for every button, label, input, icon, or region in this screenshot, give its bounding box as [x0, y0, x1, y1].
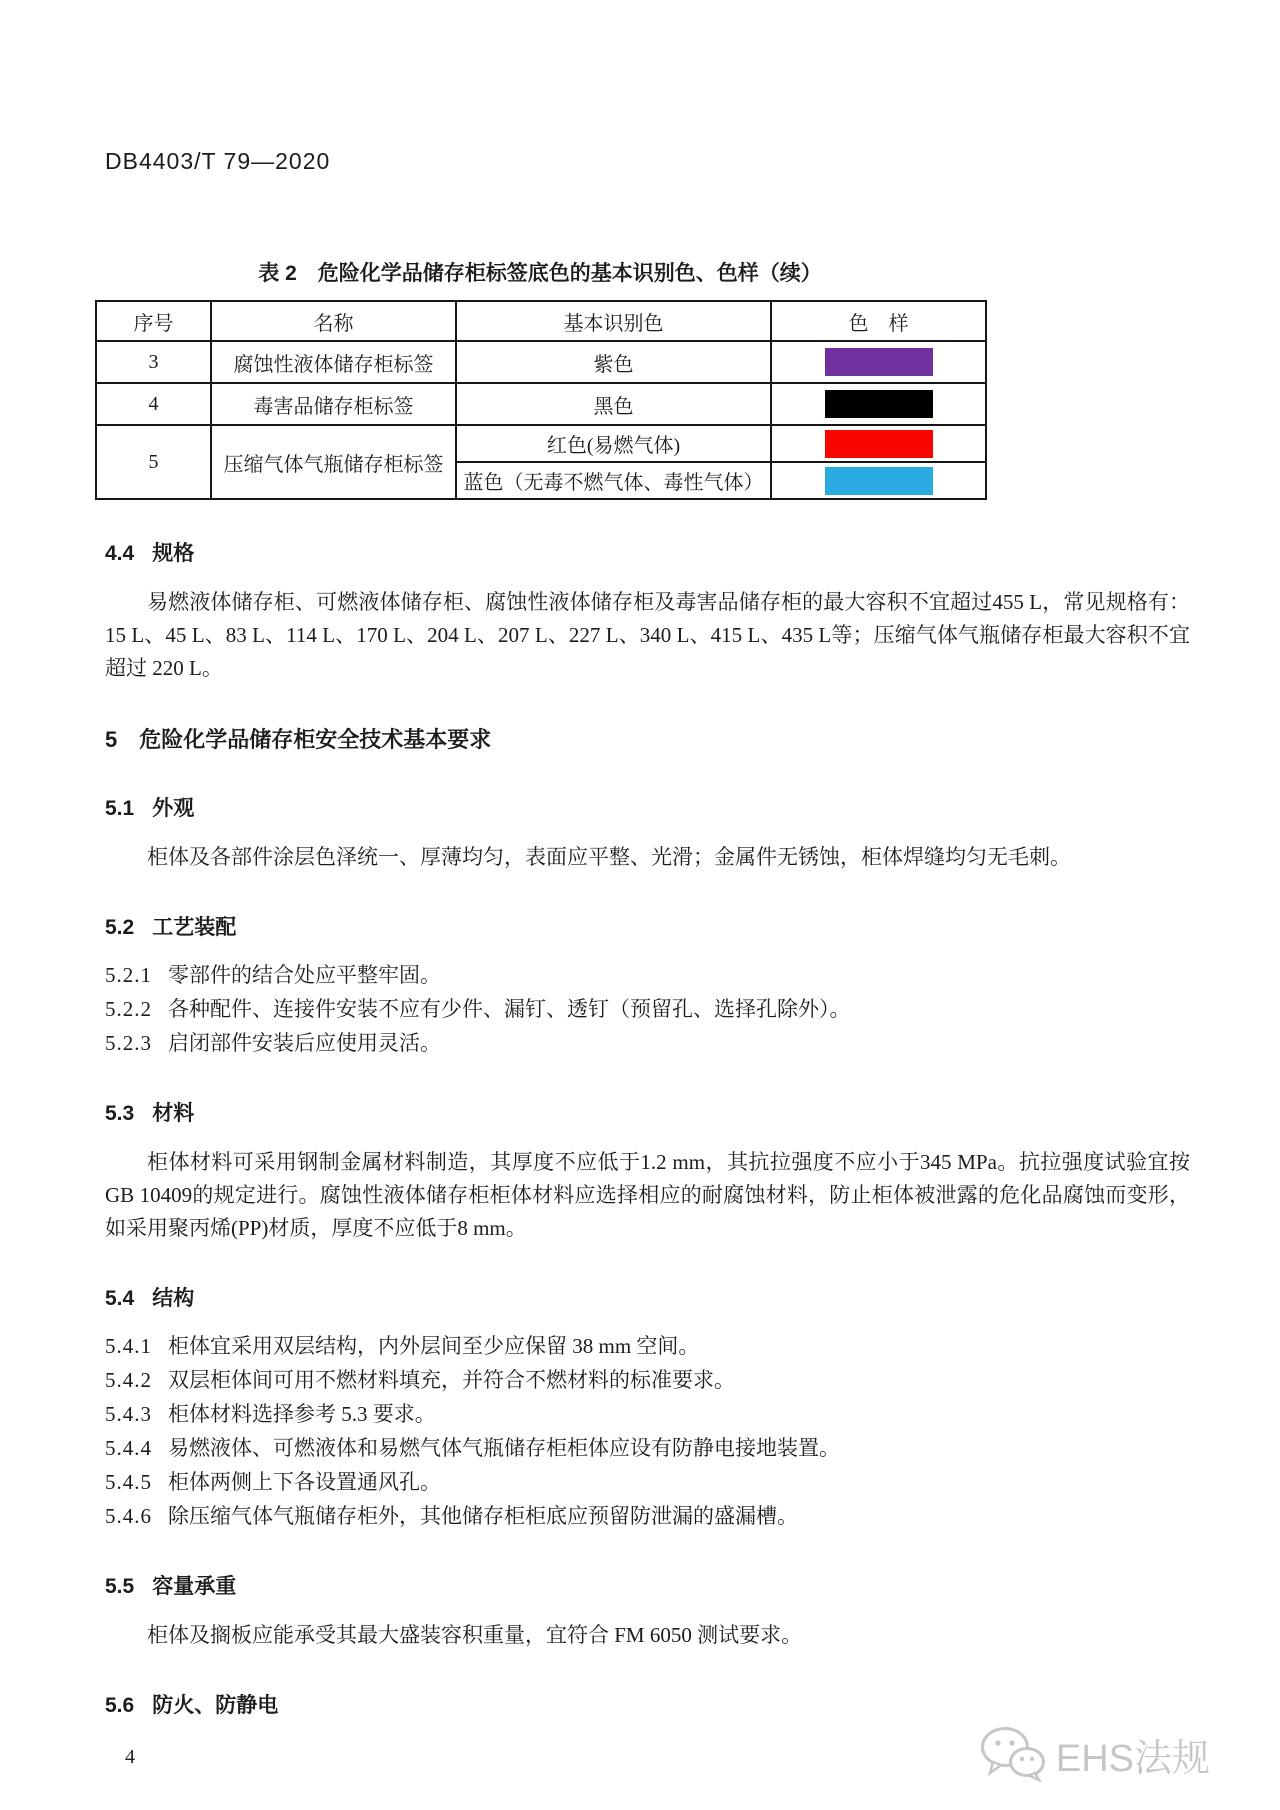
cell-color-sample [771, 425, 986, 462]
sections [105, 540, 1190, 1720]
paragraph: 柜体及搁板应能承受其最大盛装容积重量，宜符合 FM 6050 测试要求。 [147, 1623, 803, 1647]
label-color-table [95, 300, 987, 500]
cell-label-name: 压缩气体气瓶储存柜标签 [211, 425, 456, 499]
clause-number: 5.4.6 [105, 1504, 152, 1528]
document-number: DB4403/T 79—2020 [105, 148, 331, 174]
paragraph: 易燃液体储存柜、可燃液体储存柜、腐蚀性液体储存柜及毒害品储存柜的最大容积不宜超过455 L，常见规格有：15 L、45 L、83 L、114 L、170 L、204 L、207 L、227 L、340 L、415 L、435 L等；压缩气体气瓶储存柜最大容积不宜超过 220 L。 [105, 590, 1190, 680]
heading-text: 防火、防静电 [152, 1694, 279, 1717]
table-row [96, 383, 986, 425]
clause-number: 5.2.2 [105, 997, 152, 1021]
clause-5-4-1 [105, 1329, 1190, 1363]
clause-number: 5.3 [105, 1102, 135, 1125]
clause-number: 5.4.4 [105, 1436, 152, 1460]
section-heading-4-4 [105, 540, 1190, 568]
clause-text: 双层柜体间可用不燃材料填充，并符合不燃材料的标准要求。 [168, 1368, 735, 1392]
clause-number: 5.2 [105, 916, 135, 939]
heading-text: 工艺装配 [152, 916, 237, 939]
cell-color-sample [771, 341, 986, 383]
paragraph: 柜体材料可采用钢制金属材料制造，其厚度不应低于1.2 mm，其抗拉强度不应小于345 MPa。抗拉强度试验宜按GB 10409的规定进行。腐蚀性液体储存柜柜体材料应选择相应的耐腐蚀材料，防止柜体被泄露的危化品腐蚀而变形，如采用聚丙烯(PP)材质，厚度不应低于8 mm。 [105, 1150, 1190, 1240]
clause-5-2-2 [105, 992, 1190, 1026]
clause-number: 5.6 [105, 1694, 135, 1717]
watermark-text: EHS法规 [1055, 1737, 1210, 1780]
clause-number: 5.2.3 [105, 1031, 152, 1055]
cell-color-sample [771, 383, 986, 425]
section-heading-5-6 [105, 1692, 1190, 1720]
clause-number: 5.4.1 [105, 1334, 152, 1358]
clause-number: 5.4.5 [105, 1470, 152, 1494]
section-heading-5-2 [105, 914, 1190, 942]
section-heading-5 [105, 725, 1190, 755]
cell-color-sample [771, 462, 986, 499]
clause-5-4-2 [105, 1363, 1190, 1397]
table-col-header-0: 序号 [96, 301, 211, 341]
cell-serial-number: 3 [96, 341, 211, 383]
cell-label-name: 毒害品储存柜标签 [211, 383, 456, 425]
clause-5-4-5 [105, 1465, 1190, 1499]
cell-label-name: 腐蚀性液体储存柜标签 [211, 341, 456, 383]
heading-text: 材料 [152, 1102, 195, 1125]
clause-number: 5.5 [105, 1575, 135, 1598]
clause-text: 柜体宜采用双层结构，内外层间至少应保留 38 mm 空间。 [168, 1334, 700, 1358]
clause-number: 5.1 [105, 797, 135, 820]
table-header-row [96, 301, 986, 341]
clause-5-2-1 [105, 958, 1190, 992]
heading-text: 危险化学品储存柜安全技术基本要求 [139, 727, 492, 752]
clause-text: 易燃液体、可燃液体和易燃气体气瓶储存柜柜体应设有防静电接地装置。 [168, 1436, 840, 1460]
clause-number: 5.4.2 [105, 1368, 152, 1392]
red-swatch [825, 430, 933, 458]
section-heading-5-4 [105, 1285, 1190, 1313]
clause-5-4-3 [105, 1397, 1190, 1431]
clause-number: 5 [105, 727, 118, 752]
clause-number: 5.4 [105, 1287, 135, 1310]
section-heading-5-3 [105, 1100, 1190, 1128]
heading-text: 规格 [152, 542, 195, 565]
cell-serial-number: 5 [96, 425, 211, 499]
table-row [96, 425, 986, 462]
clause-text: 启闭部件安装后应使用灵活。 [168, 1031, 441, 1055]
clause-text: 零部件的结合处应平整牢固。 [168, 963, 441, 987]
clause-text: 柜体两侧上下各设置通风孔。 [168, 1470, 441, 1494]
publisher-watermark [980, 1726, 1210, 1782]
clause-number: 5.4.3 [105, 1402, 152, 1426]
section-heading-5-1 [105, 795, 1190, 823]
table-title: 表 2 危险化学品储存柜标签底色的基本识别色、色样（续） [258, 262, 822, 285]
purple-swatch [825, 348, 933, 376]
paragraph: 柜体及各部件涂层色泽统一、厚薄均匀，表面应平整、光滑；金属件无锈蚀，柜体焊缝均匀无毛刺。 [147, 845, 1071, 869]
cell-color-label: 蓝色（无毒不燃气体、毒性气体） [456, 462, 771, 499]
heading-text: 外观 [152, 797, 195, 820]
wechat-icon [980, 1726, 1046, 1782]
cell-serial-number: 4 [96, 383, 211, 425]
cell-color-label: 黑色 [456, 383, 771, 425]
table-col-header-1: 名称 [211, 301, 456, 341]
clause-text: 各种配件、连接件安装不应有少件、漏钉、透钉（预留孔、选择孔除外）。 [168, 997, 851, 1021]
table-row [96, 341, 986, 383]
clause-number: 4.4 [105, 542, 135, 565]
clause-number: 5.2.1 [105, 963, 152, 987]
table-col-header-2: 基本识别色 [456, 301, 771, 341]
table-body [96, 301, 986, 499]
clause-5-4-4 [105, 1431, 1190, 1465]
blue-swatch [825, 467, 933, 495]
black-swatch [825, 390, 933, 418]
page-number: 4 [125, 1746, 135, 1768]
table-col-header-3: 色 样 [771, 301, 986, 341]
cell-color-label: 紫色 [456, 341, 771, 383]
clause-text: 柜体材料选择参考 5.3 要求。 [168, 1402, 436, 1426]
section-heading-5-5 [105, 1573, 1190, 1601]
heading-text: 结构 [152, 1287, 195, 1310]
cell-color-label: 红色(易燃气体) [456, 425, 771, 462]
clause-5-2-3 [105, 1026, 1190, 1060]
heading-text: 容量承重 [152, 1575, 237, 1598]
clause-text: 除压缩气体气瓶储存柜外，其他储存柜柜底应预留防泄漏的盛漏槽。 [168, 1504, 798, 1528]
clause-5-4-6 [105, 1499, 1190, 1533]
